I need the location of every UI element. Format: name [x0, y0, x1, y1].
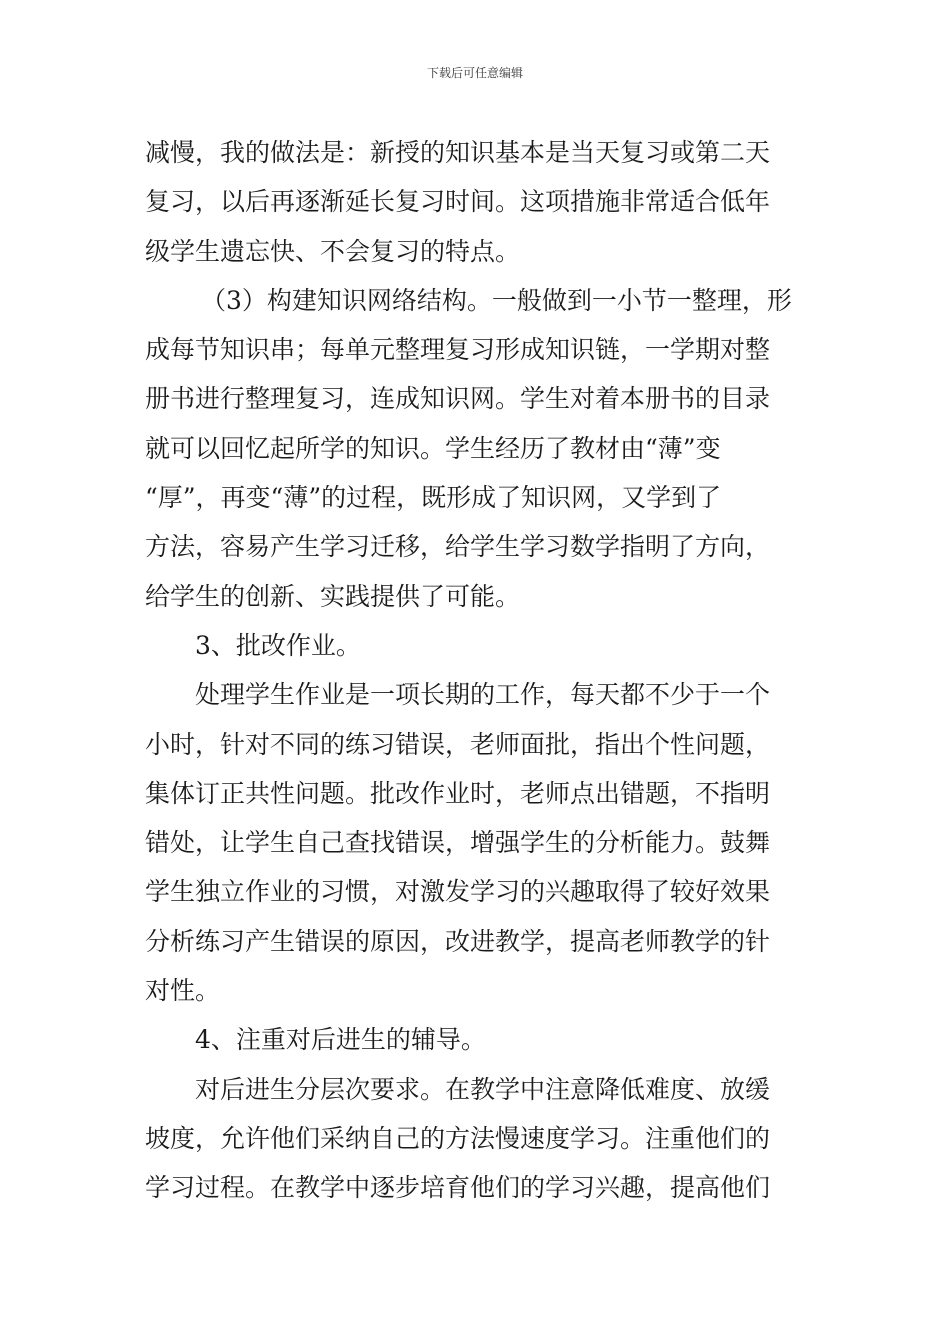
document-body: [145, 128, 807, 1213]
text-line: 对后进生分层次要求。在教学中注意降低难度、放缓: [195, 1074, 771, 1104]
text-line: 集体订正共性问题。批改作业时，老师点出错题，不指明: [145, 778, 771, 808]
text-line: 减慢，我的做法是：新授的知识基本是当天复习或第二天: [145, 138, 771, 167]
text-line: 给学生的创新、实践提供了可能。: [145, 581, 521, 611]
text-line: “厚”，再变“薄”的过程，既形成了知识网，又学到了: [145, 483, 722, 513]
text-line: 3、批改作业。: [195, 630, 361, 660]
text-line: 处理学生作业是一项长期的工作，每天都不少于一个: [195, 680, 771, 710]
text-line: 方法，容易产生学习迁移，给学生学习数学指明了方向，: [145, 532, 771, 562]
text-line: 学习过程。在教学中逐步培育他们的学习兴趣，提高他们: [145, 1173, 771, 1203]
page-header: 下载后可任意编辑: [426, 66, 523, 80]
text-line: 对性。: [145, 976, 221, 1006]
text-line: 小时，针对不同的练习错误，老师面批，指出个性问题，: [145, 729, 771, 759]
text-line: （3）构建知识网络结构。一般做到一小节一整理，形: [201, 285, 792, 315]
text-line: 坡度，允许他们采纳自己的方法慢速度学习。注重他们的: [145, 1123, 771, 1153]
text-line: 就可以回忆起所学的知识。学生经历了教材由“薄”变: [145, 433, 721, 463]
text-line: 册书进行整理复习，连成知识网。学生对着本册书的目录: [145, 384, 771, 414]
text-line: 分析练习产生错误的原因，改进教学，提高老师教学的针: [145, 926, 771, 956]
text-line: 学生独立作业的习惯，对激发学习的兴趣取得了较好效果: [145, 877, 771, 907]
text-line: 级学生遗忘快、不会复习的特点。: [145, 236, 521, 266]
text-line: 4、注重对后进生的辅导。: [195, 1025, 486, 1055]
text-line: 成每节知识串；每单元整理复习形成知识链，一学期对整: [145, 335, 771, 365]
text-line: 错处，让学生自己查找错误，增强学生的分析能力。鼓舞: [145, 828, 771, 858]
text-line: 复习，以后再逐渐延长复习时间。这项措施非常适合低年: [145, 187, 771, 217]
